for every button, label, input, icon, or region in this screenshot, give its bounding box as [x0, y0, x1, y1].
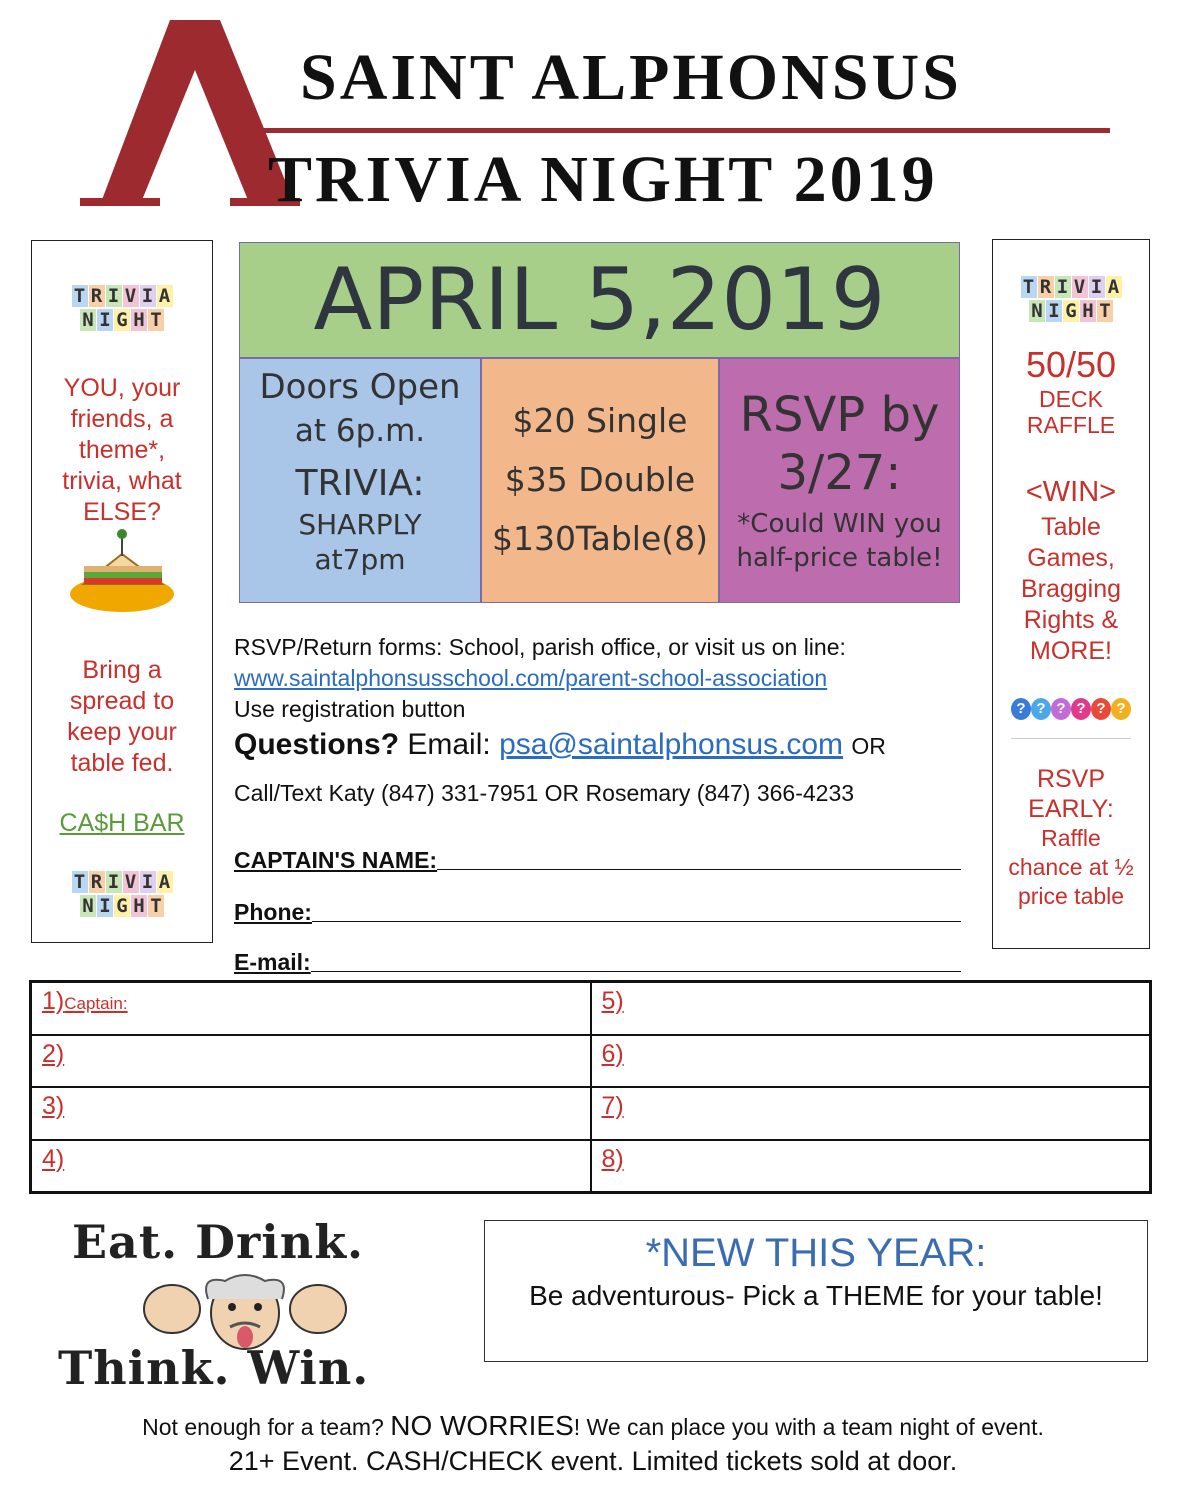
team-slot-4[interactable]: 4): [31, 1140, 591, 1193]
email-link[interactable]: psa@saintalphonsus.com: [499, 728, 844, 761]
date-banner: [239, 242, 960, 358]
new-this-year-text: Be adventurous- Pick a THEME for your table!: [529, 1280, 1103, 1311]
call-text: Call/Text Katy (847) 331-7951 OR Rosemary (847) 366-4233: [234, 780, 855, 806]
team-slot-2[interactable]: 2): [31, 1035, 591, 1088]
team-slot-5[interactable]: 5): [591, 982, 1151, 1035]
left-intro-text: YOU, your friends, a theme*, trivia, what ELSE?: [62, 374, 182, 526]
sandwich-icon: [66, 526, 178, 618]
rsvp-cell: [719, 358, 960, 603]
raffle-5050: 50/50: [1025, 344, 1117, 385]
info-section: [234, 632, 994, 809]
trivia-night-logo: T R I V I A N I G H T: [993, 276, 1149, 322]
rsvp-early-title: RSVP EARLY:: [1028, 765, 1114, 823]
captain-hint: Captain:: [64, 994, 128, 1013]
team-slot-6[interactable]: 6): [591, 1035, 1151, 1088]
rsvp-forms-text: RSVP/Return forms: School, parish office, or visit us on line:: [234, 634, 846, 660]
team-slot-8[interactable]: 8): [591, 1140, 1151, 1193]
left-panel: [31, 240, 213, 943]
psa-website-link[interactable]: www.saintalphonsusschool.com/parent-school-association: [234, 665, 828, 691]
questions-line: Questions? Email: psa@saintalphonsus.com OR: [234, 728, 886, 761]
footer-line-1: Not enough for a team? NO WORRIES! We can place you with a team night of event.: [142, 1410, 1044, 1441]
new-this-year-title: *NEW THIS YEAR:: [645, 1231, 987, 1275]
rsvp-by: RSVP by: [739, 387, 940, 443]
price-table: $130Table(8): [491, 519, 709, 558]
team-members-table: [29, 980, 1152, 1194]
trivia-title: TRIVIA:: [295, 463, 425, 504]
trivia-night-logo: T R I V I A N I G H T: [32, 871, 212, 917]
phone-field[interactable]: Phone:: [234, 894, 961, 926]
registration-text: Use registration button: [234, 696, 466, 722]
cash-bar-label: CA$H BAR: [59, 809, 185, 837]
price-cell: [481, 358, 719, 603]
header: [0, 0, 1186, 230]
new-this-year-box: [484, 1220, 1148, 1362]
win-text: Table Games, Bragging Rights & MORE!: [1020, 513, 1122, 665]
divider: [1011, 738, 1131, 739]
trivia-sharply: SHARPLY: [298, 508, 422, 541]
rsvp-note-1: *Could WIN you: [737, 509, 942, 539]
team-slot-1[interactable]: 1)Captain:: [31, 982, 591, 1035]
doors-time: at 6p.m.: [294, 413, 426, 449]
letter-a-logo: [70, 10, 300, 210]
eat-drink-think-win-graphic: [50, 1215, 420, 1395]
footer: [0, 1410, 1186, 1477]
email-field[interactable]: E-mail:: [234, 944, 961, 976]
think-win-text: Think. Win.: [58, 1341, 370, 1395]
rsvp-early-text: Raffle chance at ½ price table: [1008, 825, 1134, 909]
header-rule: [230, 128, 1110, 133]
price-single: $20 Single: [512, 401, 688, 440]
balloons-icon: ? ? ? ? ? ?: [1011, 698, 1131, 720]
trivia-time: at7pm: [314, 543, 406, 576]
trivia-night-logo: T R I V I A N I G H T: [32, 285, 212, 331]
deck-raffle-text: DECK RAFFLE: [1026, 386, 1116, 438]
eat-drink-text: Eat. Drink.: [72, 1215, 365, 1269]
doors-open-text: Doors Open: [259, 367, 461, 407]
right-panel: [992, 239, 1150, 949]
left-spread-text: Bring a spread to keep your table fed.: [67, 656, 177, 777]
footer-line-2: 21+ Event. CASH/CHECK event. Limited tickets sold at door.: [228, 1446, 958, 1476]
rsvp-note-2: half-price table!: [736, 543, 943, 573]
rsvp-date: 3/27:: [777, 445, 902, 501]
team-slot-7[interactable]: 7): [591, 1087, 1151, 1140]
team-slot-3[interactable]: 3): [31, 1087, 591, 1140]
doors-cell: [239, 358, 481, 603]
win-title: <WIN>: [1025, 476, 1117, 508]
title-trivia-night: TRIVIA NIGHT 2019: [268, 143, 938, 216]
event-date: APRIL 5,2019: [313, 250, 886, 350]
price-double: $35 Double: [504, 460, 696, 499]
title-saint-alphonsus: SAINT ALPHONSUS: [300, 41, 962, 114]
captain-name-field[interactable]: CAPTAIN'S NAME:: [234, 842, 961, 874]
